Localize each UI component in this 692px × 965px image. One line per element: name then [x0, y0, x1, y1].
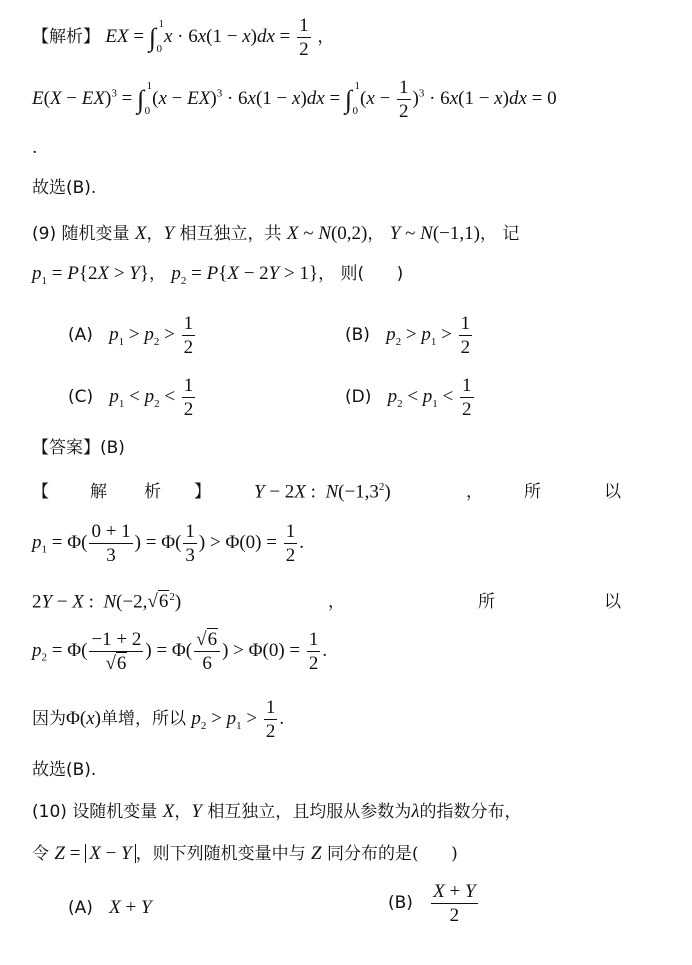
formula-p1: $p_1 = \Phi$( $\frac{0 + 1}{3}$ ) = Φ( $\frac{1}{3}$ ) > Φ(0) = $\frac{1}{2}$ .	[32, 521, 304, 566]
bracket-open: 【	[32, 482, 49, 502]
option-c-label: (C)	[68, 386, 94, 407]
char-xi: 析	[144, 482, 161, 502]
q9-text-3: 记	[502, 224, 520, 244]
char-yi-2: 以	[604, 592, 621, 612]
option-a: (A) $p_1 > p_2$ > $\frac{1}{2}$	[68, 313, 194, 358]
monotone-text: 单增，所以	[100, 708, 186, 729]
analysis-line-ex	[32, 16, 334, 59]
formula-p2: $p_2 = \Phi$( $\frac{-1 + 2}{√6}$ ) = Φ( $\frac{√6}{6}$ ) > Φ(0) = $\frac{1}{2}$ .	[32, 629, 328, 674]
option-10-a-label: (A)	[68, 898, 93, 918]
bracket-close: 】	[194, 482, 211, 502]
q9-text-4: 则(	[340, 264, 365, 284]
question-9-number: (9)	[32, 224, 57, 244]
formula-2y-x: 2Y − X : $N(-2,√6^2)$	[32, 591, 182, 613]
conclusion-text-2: 故选(B).	[32, 760, 97, 780]
q9-text-2: 相互独立，共	[179, 224, 282, 244]
q10-text-7: )	[451, 844, 458, 864]
q10-text-1: 设随机变量	[72, 802, 158, 822]
answer-label: 【答案】(B)	[32, 438, 125, 458]
formula-third-moment: E(X − EX)$^3$ = ∫ 1 0 (x − EX)$^3$ · 6x(1 − x)dx = ∫ 1 0 (x − $\frac{1}{2}$ )$^3$ · 6x(1 − x)dx = 0	[32, 77, 557, 122]
q10-text-5: ，则下列随机变量中与	[135, 844, 306, 864]
char-jie: 解	[90, 482, 107, 502]
comma-3: ，	[328, 592, 345, 612]
question-10-number: (10)	[32, 802, 67, 822]
question-10-define-z: 令 Z = X − Y ，则下列随机变量中与 Z 同分布的是( )	[32, 843, 458, 864]
q10-text-2: 相互独立，且均服从参数为	[207, 802, 412, 822]
char-yi: 以	[604, 482, 621, 502]
conclusion-text: 故选(B).	[32, 178, 97, 198]
char-suo: 所	[524, 482, 541, 502]
formula-ex: EX = ∫ 1 0 x · 6x(1 − x)dx = $\frac{1}{2}$	[105, 15, 309, 60]
char-suo-2: 所	[478, 592, 495, 612]
question-9-defs: $p_1 = P\{2X > Y\}$， $p_2 = P\{X - 2Y > 1\}$， 则( )	[32, 263, 404, 287]
question-10-stem: (10) 设随机变量 X，Y 相互独立，且均服从参数为λ的指数分布，	[32, 801, 522, 822]
option-10-b: (B) $\frac{X + Y}{2}$	[388, 881, 476, 926]
option-a-label: (A)	[68, 324, 93, 345]
option-10-b-label: (B)	[388, 892, 413, 913]
option-d: (D) $p_2 < p_1$ < $\frac{1}{2}$	[345, 375, 472, 420]
option-b-label: (B)	[345, 324, 370, 345]
option-c: (C) $p_1 < p_2$ < $\frac{1}{2}$	[68, 375, 194, 420]
because-text: 因为	[32, 708, 66, 729]
analysis-label: 【解析】	[32, 26, 100, 47]
formula-y-2x: Y − 2X : $N(-1,3^2)$	[254, 481, 391, 503]
question-9-stem: (9) 随机变量 X，Y 相互独立，共 X ~ N(0,2)， Y ~ N(−1,1)， 记	[32, 223, 520, 244]
comma-2: ，	[466, 482, 483, 502]
q10-text-4: 令	[32, 844, 49, 864]
q9-text-5: )	[396, 264, 404, 284]
comma: ，	[317, 26, 335, 47]
q9-text-1: 随机变量	[61, 224, 130, 244]
q10-text-3: 的指数分布，	[419, 802, 522, 822]
option-b: (B) $p_2 > p_1$ > $\frac{1}{2}$	[345, 313, 471, 358]
monotone-line: 因为Φ(x)单增，所以 $p_2 > p_1$ > $\frac{1}{2}$ .	[32, 697, 285, 742]
period-mark: .	[32, 138, 38, 158]
option-10-a: (A) X + Y	[68, 897, 152, 918]
option-d-label: (D)	[345, 386, 372, 407]
q10-text-6: 同分布的是(	[327, 844, 419, 864]
